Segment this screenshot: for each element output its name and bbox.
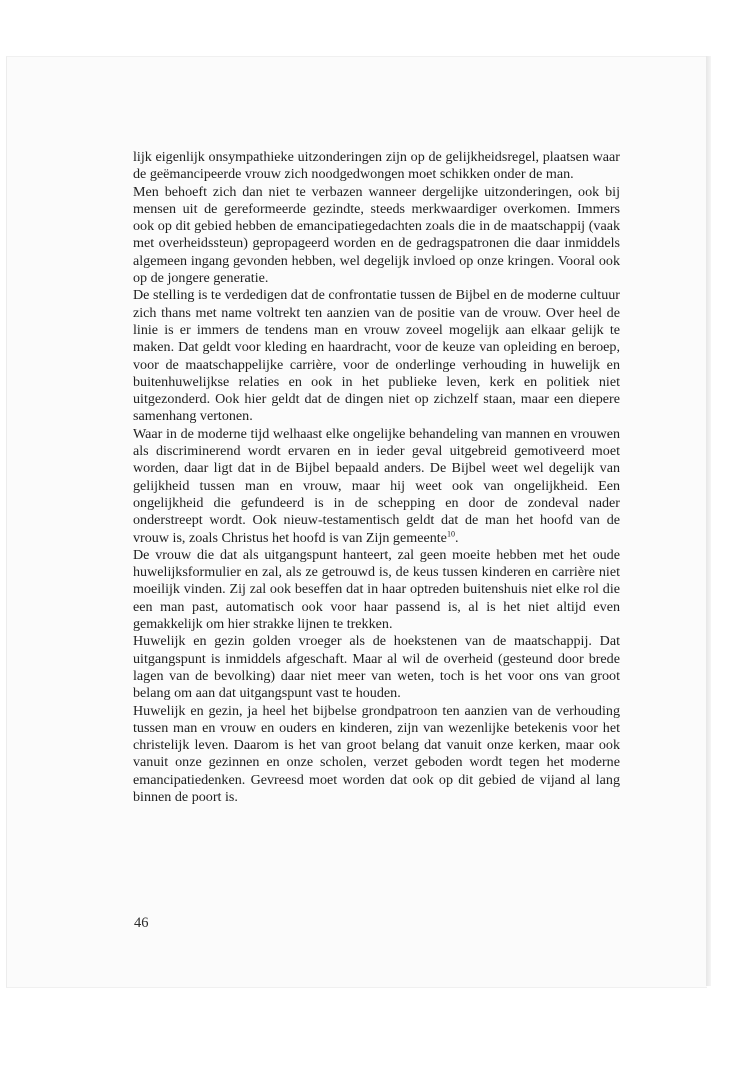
paragraph-5: De vrouw die dat als uitgangspunt hanteert, zal geen moeite hebben met het oude huwelijksformulier en zal, als ze getrouwd is, de keus tussen kinderen en carrière niet moeilijk vinden. Zij zal ook beseffen dat in haar optreden buitenshuis niet elke rol die een man past, automatisch ook voor haar passend is, al is het niet altijd even gemakkelijk om hier strakke lijnen te trekken. xyxy=(133,546,620,633)
page-number: 46 xyxy=(134,915,149,931)
paragraph-3: De stelling is te verdedigen dat de confrontatie tussen de Bijbel en de moderne cultuur zich thans met name voltrekt ten aanzien van de positie van de vrouw. Over heel de linie is er immers de tendens man en vrouw zoveel mogelijk aan elkaar gelijk te maken. Dat geldt voor kleding en haardracht, voor de keuze van opleiding en beroep, voor de maatschappelijke carrière, voor de onderlinge verhouding in huwelijk en buitenhuwelijkse relaties en ook in het publieke leven, kerk en politiek niet uitgezonderd. Ook hier geldt dat de dingen niet op zichzelf staan, maar een diepere samenhang vertonen. xyxy=(133,287,620,425)
paragraph-7: Huwelijk en gezin, ja heel het bijbelse grondpatroon ten aanzien van de verhouding tussen man en vrouw en ouders en kinderen, zijn van wezenlijke betekenis voor het christelijk leven. Daarom is het van groot belang dat vanuit onze kerken, maar ook vanuit onze gezinnen en onze scholen, verzet geboden wordt tegen het moderne emancipatiedenken. Gevreesd moet worden dat ook op dit gebied de vijand al lang binnen de poort is. xyxy=(133,702,620,805)
page-edge xyxy=(706,56,711,986)
footnote-tail: . xyxy=(454,529,459,546)
paragraph-2: Men behoeft zich dan niet te verbazen wanneer dergelijke uitzonderingen, ook bij mensen uit de gereformeerde gezindte, steeds merkwaardiger overkomen. Immers ook op dit gebied hebben de emancipatiegedachten zoals die in de maatschappij (vaak met overheidssteun) gepropageerd worden en de gedragspatronen die daar inmiddels algemeen ingang gevonden hebben, wel degelijk invloed op onze kringen. Vooral ook op de jongere generatie. xyxy=(133,183,620,287)
paragraph-4-text: Waar in de moderne tijd welhaast elke ongelijke behandeling van mannen en vrouwen als discriminerend wordt ervaren en in ieder geval uitgebreid gemotiveerd moet worden, daar ligt dat in de Bijbel bepaald anders. De Bijbel weet wel degelijk van gelijkheid tussen man en vrouw, maar hij weet ook van ongelijkheid. Een ongelijkheid die gefundeerd is in de schepping en door de zondeval nader onderstreept wordt. Ook nieuw-testamentisch geldt dat de man het hoofd van de vrouw is, zoals Christus het hoofd is van Zijn gemeente xyxy=(133,425,620,546)
body-text xyxy=(133,149,620,806)
paragraph-6: Huwelijk en gezin golden vroeger als de hoekstenen van de maatschappij. Dat uitgangspunt is inmiddels afgeschaft. Maar al wil de overheid (gesteund door brede lagen van de bevolking) daar niet meer van weten, toch is het voor ons van groot belang om aan dat uitgangspunt vast te houden. xyxy=(133,633,620,702)
paragraph-4 xyxy=(133,426,620,547)
paragraph-1: lijk eigenlijk onsympathieke uitzonderingen zijn op de gelijkheidsregel, plaatsen waar de geëmancipeerde vrouw zich noodgedwongen moet schikken onder de man. xyxy=(133,149,620,183)
footnote-marker: 10 xyxy=(446,528,455,538)
